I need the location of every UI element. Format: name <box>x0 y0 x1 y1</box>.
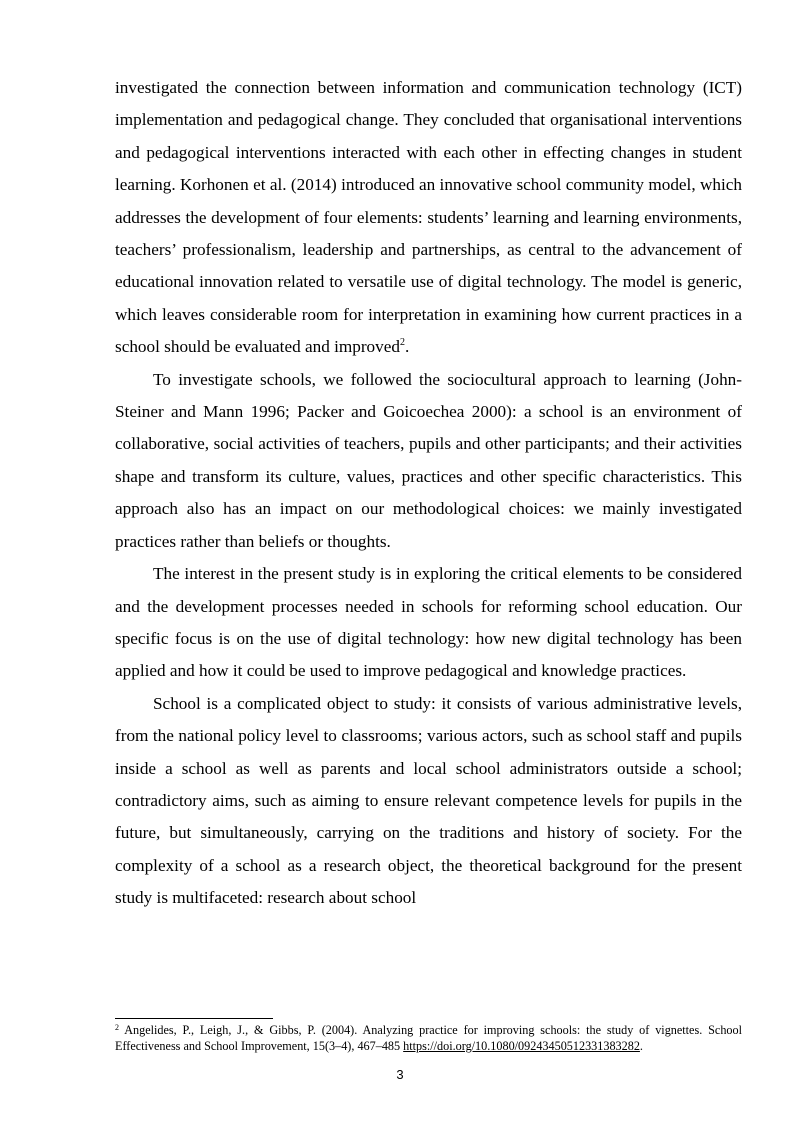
paragraph-1 <box>115 72 742 364</box>
paragraph-1-last-word: improved <box>334 337 400 357</box>
footnote-reference[interactable]: 2 <box>399 337 405 349</box>
paragraph-1-ending <box>334 337 409 356</box>
footnote-number: 2 <box>115 1023 119 1032</box>
paragraph-4: School is a complicated object to study: it consists of various administrative levels, from the national policy level to classrooms; various actors, such as school staff and pupils inside a school as well as parents and local school administrators outside a school; contradictory aims, such as aiming to ensure relevant competence levels for pupils in the future, but simultaneously, carrying on the traditions and history of society. For the complexity of a school as a research object, the theoretical background for the present study is multifaceted: research about school <box>115 693 742 908</box>
paragraph-1-period: . <box>404 337 410 357</box>
footnote-period: . <box>639 1039 643 1053</box>
page-number: 3 <box>396 1067 404 1082</box>
paragraph-1-text: investigated the connection between information and communication technology (ICT) implementation and pedagogical change. They concluded that organisational interventions and pedagogical interventions interacted with each other in effecting changes in student learning. Korhonen et al. (2014) introduced an innovative school community model, which addresses the development of four elements: students’ learning and learning environments, teachers’ professionalism, leadership and partnerships, as central to the advancement of educational innovation related to versatile use of digital technology. The model is generic, which leaves considerable room for interpretation in examining how current practices in a school should be evaluated and <box>115 78 742 357</box>
paragraph-2: To investigate schools, we followed the sociocultural approach to learning (John-Steiner and Mann 1996; Packer and Goicoechea 2000): a school is an environment of collaborative, social activities of teachers, pupils and other participants; and their activities shape and transform its culture, values, practices and other specific characteristics. This approach also has an impact on our methodological choices: we mainly investigated practices rather than beliefs or thoughts. <box>115 369 742 551</box>
footnote-citation: Angelides, P., Leigh, J., & Gibbs, P. (2004). Analyzing practice for improving schools: the study of vignettes. School Effectiveness and School Improvement, 15(3–4), 467–485 <box>115 1023 742 1053</box>
body-text <box>115 72 742 915</box>
footnote <box>115 1022 742 1054</box>
footnote-separator <box>115 1018 273 1019</box>
doi-link[interactable]: https://doi.org/10.1080/09243450512331383282 <box>403 1039 640 1053</box>
paragraph-3: The interest in the present study is in exploring the critical elements to be considered and the development processes needed in schools for reforming school education. Our specific focus is on the use of digital technology: how new digital technology has been applied and how it could be used to improve pedagogical and knowledge practices. <box>115 564 742 681</box>
